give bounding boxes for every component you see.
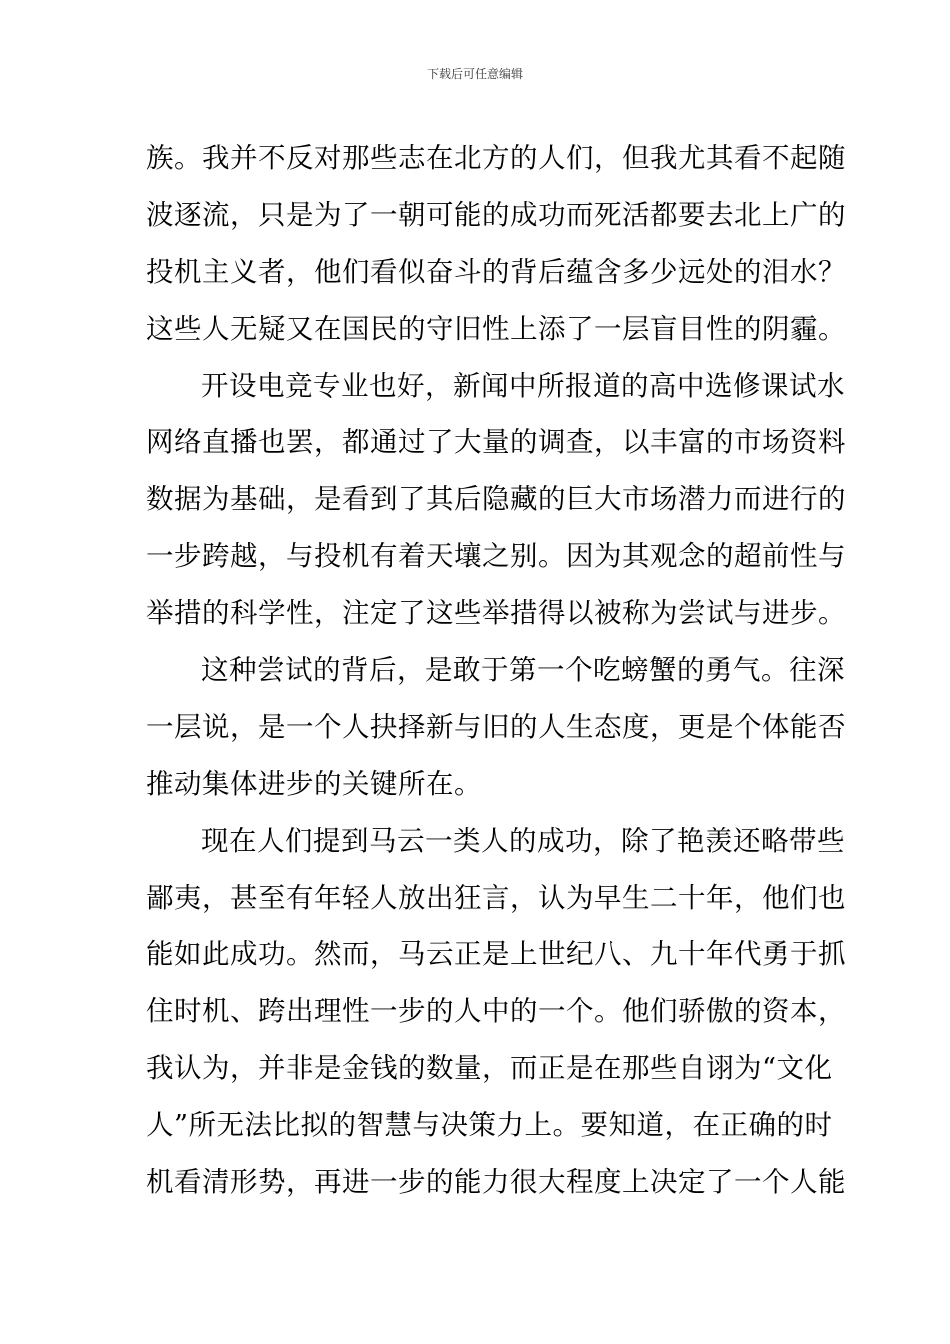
- text-line: 现在人们提到马云一类人的成功，除了艳羡还略带些: [201, 824, 845, 857]
- paragraph-1: [146, 130, 846, 358]
- paragraph-4: [146, 813, 846, 1211]
- page-header: 下载后可任意编辑: [426, 67, 523, 81]
- text-line: 这种尝试的背后，是敢于第一个吃螃蟹的勇气。往深: [201, 654, 845, 687]
- document-body: [146, 130, 846, 1211]
- text-line: 一层说，是一个人抉择新与旧的人生态度，更是个体能否: [146, 710, 846, 743]
- text-line: 人”所无法比拟的智慧与决策力上。要知道，在正确的时: [146, 1109, 833, 1142]
- text-line: 这些人无疑又在国民的守旧性上添了一层盲目性的阴霾。: [146, 312, 846, 345]
- text-line: 一步跨越，与投机有着天壤之别。因为其观念的超前性与: [146, 540, 846, 573]
- text-line: 能如此成功。然而，马云正是上世纪八、九十年代勇于抓: [146, 938, 846, 971]
- text-line: 投机主义者，他们看似奋斗的背后蕴含多少远处的泪水？: [146, 255, 846, 288]
- text-line: 住时机、跨出理性一步的人中的一个。他们骄傲的资本，: [146, 995, 846, 1028]
- text-line: 开设电竞专业也好，新闻中所报道的高中选修课试水: [201, 369, 845, 402]
- text-line: 我认为，并非是金钱的数量，而正是在那些自诩为“文化: [146, 1052, 833, 1085]
- text-line: 推动集体进步的关键所在。: [146, 767, 482, 800]
- paragraph-2: [146, 358, 846, 642]
- text-line: 机看清形势，再进一步的能力很大程度上决定了一个人能: [146, 1166, 846, 1199]
- paragraph-3: [146, 642, 846, 813]
- text-line: 波逐流，只是为了一朝可能的成功而死活都要去北上广的: [146, 198, 846, 231]
- text-line: 鄙夷，甚至有年轻人放出狂言，认为早生二十年，他们也: [146, 881, 846, 914]
- text-line: 族。我并不反对那些志在北方的人们，但我尤其看不起随: [146, 142, 846, 174]
- text-line: 举措的科学性，注定了这些举措得以被称为尝试与进步。: [146, 597, 846, 630]
- text-line: 数据为基础，是看到了其后隐藏的巨大市场潜力而进行的: [146, 483, 846, 516]
- text-line: 网络直播也罢，都通过了大量的调查，以丰富的市场资料: [146, 426, 846, 459]
